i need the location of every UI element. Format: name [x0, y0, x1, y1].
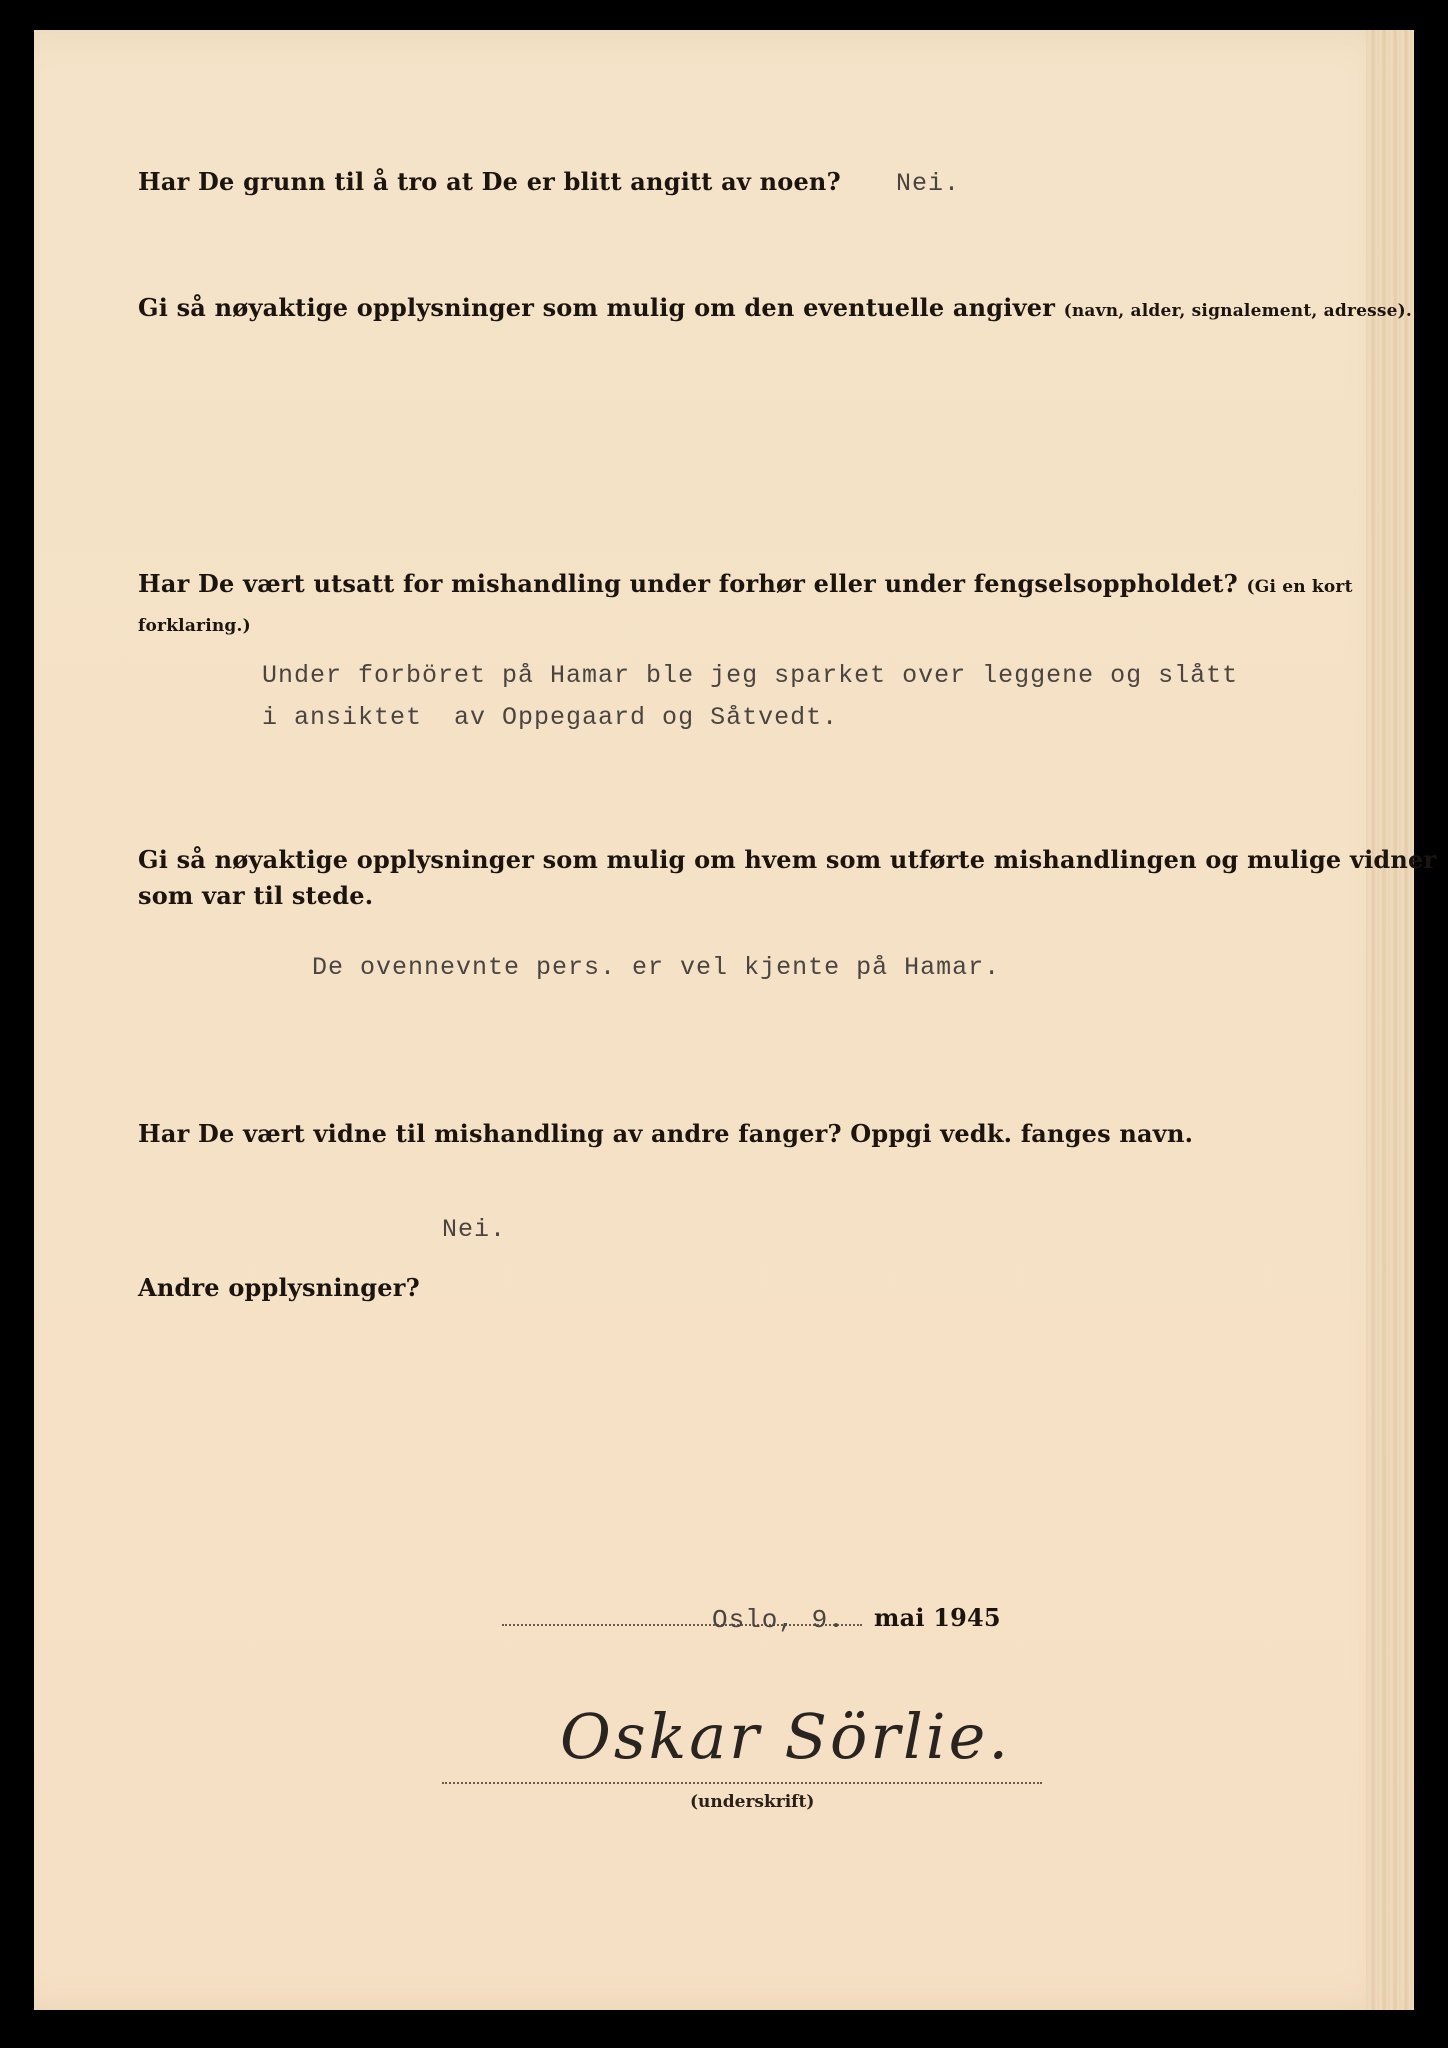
answer-mistreatment-line1: Under forböret på Hamar ble jeg sparket over leggene og slått	[262, 661, 1239, 690]
place-date: Oslo, 9.	[712, 1605, 845, 1635]
question-mistreatment-note: (Gi en kort forklaring.)	[138, 577, 1353, 636]
answer-perpetrators: De ovennevnte pers. er vel kjente på Hamar.	[312, 953, 1001, 982]
question-other-info: Andre opplysninger?	[138, 1273, 420, 1302]
signature: Oskar Sörlie.	[560, 1700, 1012, 1773]
question-perpetrators-line2: som var til stede.	[138, 881, 374, 910]
question-denounced: Har De grunn til å tro at De er blitt angitt av noen?	[138, 167, 841, 196]
question-witness: Har De vært vidne til mishandling av andre fanger? Oppgi vedk. fanges navn.	[138, 1119, 1194, 1148]
answer-mistreatment-line2: i ansiktet av Oppegaard og Såtvedt.	[262, 703, 839, 732]
answer-witness: Nei.	[442, 1215, 507, 1244]
question-informer-details	[138, 290, 1412, 329]
answer-denounced: Nei.	[896, 169, 961, 198]
question-informer-text: Gi så nøyaktige opplysninger som mulig om den eventuelle angiver	[138, 293, 1056, 322]
question-mistreatment-text: Har De vært utsatt for mishandling under forhør eller under fengselsoppholdet?	[138, 569, 1238, 598]
signature-caption: (underskrift)	[690, 1792, 815, 1812]
question-mistreatment	[138, 566, 1448, 644]
signature-line	[442, 1782, 1042, 1784]
month-year: mai 1945	[874, 1603, 1001, 1632]
question-perpetrators-line1: Gi så nøyaktige opplysninger som mulig om hvem som utførte mishandlingen og mulige vidner	[138, 845, 1437, 874]
question-informer-note: (navn, alder, signalement, adresse).	[1063, 301, 1413, 321]
